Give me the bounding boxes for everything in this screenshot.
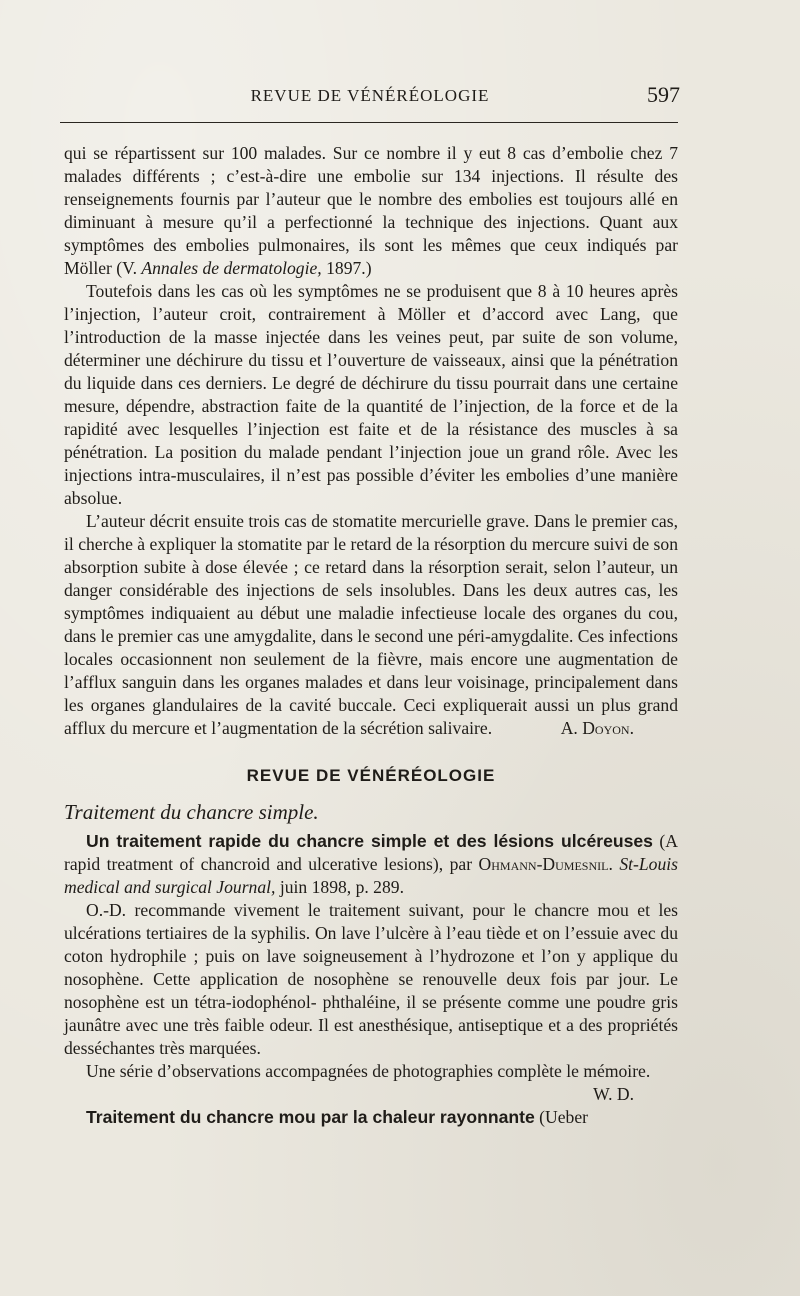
- paragraph-3: [64, 510, 678, 740]
- paragraph-1-text: qui se répartissent sur 100 malades. Sur ce nombre il y eut 8 cas d’embolie chez 7 malades différents ; c’est-à-dire une embolie sur 134 injections. Il résulte des renseignements fournis par l’auteur que le nombre des embolies est toujours allé en diminuant à mesure qu’il a perfectionné la technique des injections. Quant aux symptômes des embolies pulmonaires, ils sont les mêmes que ceux indiqués par Möller (V.: [64, 143, 678, 278]
- article-2-title: Traitement du chancre mou par la chaleur rayonnante: [86, 1107, 535, 1127]
- section-title: REVUE DE VÉNÉRÉOLOGIE: [246, 766, 496, 785]
- article-1-journal: St-Louis medical and surgical Journal,: [64, 854, 678, 897]
- paragraph-5: [64, 1060, 678, 1106]
- paragraph-3-text: L’auteur décrit ensuite trois cas de stomatite mercurielle grave. Dans le premier cas, il cherche à expliquer la stomatite par le retard de la résorption du mercure suivi de son absorption subite à dose élevée ; ce retard dans la résorption serait, selon l’auteur, un danger considérable des injections de sels insolubles. Dans les deux autres cas, les symptômes indiquaient au début une maladie infectieuse locale des organes du cou, dans le premier cas une amygdalite, dans le second une péri-amygdalite. Ces infections locales occasionnent non seulement de la fièvre, mais encore une augmentation de l’afflux sanguin dans les organes malades et dans leur voisinage, principalement dans les organes glandulaires de la cavité buccale. Ceci expliquerait aussi un plus grand afflux du mercure et l’augmentation de la sécrétion salivaire.: [64, 511, 678, 738]
- signature-doyon: A. Doyon.: [560, 718, 634, 738]
- running-head: [60, 82, 680, 116]
- article-1-title-en: (A rapid treatment of chancroid and ulcerative lesions), par: [64, 831, 678, 874]
- paragraph-4: O.-D. recommande vivement le traitement suivant, pour le chancre mou et les ulcérations tertiaires de la syphilis. On lave l’ulcère à l’eau tiède et on l’essuie avec du coton hydrophile ; puis on lave soigneusement à l’hydrozone et l’on y applique du nosophène. Cette application de nosophène se renouvelle deux fois par jour. Le nosophène est un tétra-iodophénol- phthaléine, il se présente comme une poudre gris jaunâtre avec une très faible odeur. Il est anesthésique, antiseptique et a des propriétés desséchantes très marquées.: [64, 900, 678, 1058]
- paragraph-2: Toutefois dans les cas où les symptômes ne se produisent que 8 à 10 heures après l’injection, l’auteur croit, contrairement à Möller et d’accord avec Lang, que l’introduction de la masse injectée dans les veines peut, par suite de son volume, déterminer une déchirure du tissu et l’ouverture de vaisseaux, ainsi que la pénétration du liquide dans ces derniers. Le degré de déchirure du tissu pourrait dans une certaine mesure, dépendre, abstraction faite de la quantité de l’injection, de la force et de la rapidité avec lesquelles l’injection est faite et de la résistance des muscles à sa pénétration. La position du malade pendant l’injection joue un grand rôle. Avec les injections intra-musculaires, il n’est pas possible d’éviter les embolies d’une manière absolue.: [64, 281, 678, 508]
- subsection-title: Traitement du chancre simple.: [64, 800, 319, 824]
- article-1-heading: [64, 830, 678, 899]
- article-1-title: Un traitement rapide du chancre simple et des lésions ulcéreuses: [86, 831, 653, 851]
- article-1-author: Ohmann-Dumesnil.: [478, 854, 613, 874]
- article-2-heading: [64, 1106, 678, 1129]
- paragraph-1: [64, 142, 678, 280]
- header-rule: [60, 122, 678, 123]
- article-2-rest: (Ueber: [534, 1107, 589, 1127]
- reference-annales: Annales de dermatologie,: [141, 258, 322, 278]
- running-title: REVUE DE VÉNÉRÉOLOGIE: [250, 86, 490, 105]
- page-number: 597: [647, 82, 680, 107]
- article-1-date: juin 1898, p. 289.: [275, 877, 404, 897]
- signature-wd: W. D.: [593, 1084, 634, 1104]
- paragraph-5-text: Une série d’observations accompagnées de photographies complète le mémoire.: [86, 1061, 651, 1081]
- body-text: [64, 142, 678, 1129]
- reference-year: 1897.): [321, 258, 372, 278]
